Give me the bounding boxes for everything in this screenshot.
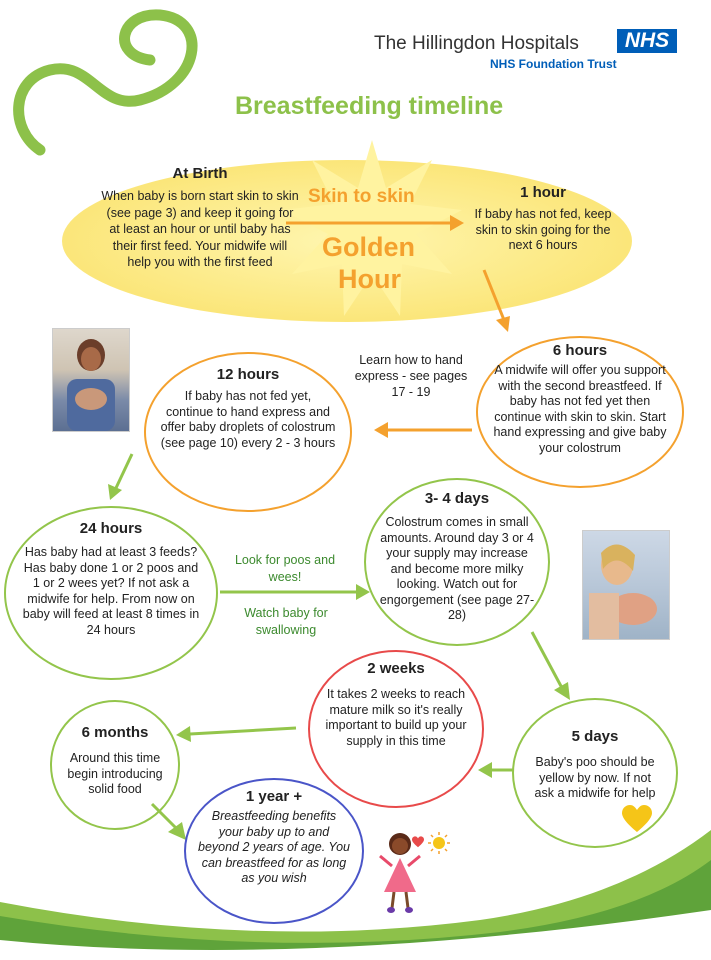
nhs-logo-text: NHS xyxy=(624,29,670,52)
twelve-hours-text: If baby has not fed yet, continue to hand express and offer baby droplets of colostrum (see page 10) every 2 - 3 hours xyxy=(160,389,336,450)
mother-baby-photo-2 xyxy=(582,530,670,640)
six-hours-text: A midwife will offer you support with the second breastfeed. If baby has not fed yet then continue with skin to skin. Start hand expressing and give baby your colostrum xyxy=(493,363,667,455)
one-year-text: Breastfeeding benefits your baby up to and beyond 2 years of age. You can breastfeed for as long as you wish xyxy=(198,809,350,885)
one-year-title: 1 year + xyxy=(245,788,303,805)
one-year-card xyxy=(184,778,364,924)
two-weeks-card xyxy=(308,650,484,808)
swirl-logo-icon xyxy=(0,0,240,160)
five-days-text: Baby's poo should be yellow by now. If not ask a midwife for help xyxy=(534,755,656,800)
five-days-title: 5 days xyxy=(571,728,619,745)
twentyfour-hours-text: Has baby had at least 3 feeds? Has baby done 1 or 2 poos and 1 or 2 wees yet? If not ask a midwife for help. From now on baby will feed at least 8 times in 24 hours xyxy=(22,545,200,637)
at-birth-card xyxy=(100,165,300,271)
at-birth-title: At Birth xyxy=(172,165,228,182)
twentyfour-hours-card xyxy=(4,506,218,680)
three-four-days-card xyxy=(364,478,550,646)
mother-baby-photo-1 xyxy=(52,328,130,432)
three-four-days-title: 3- 4 days xyxy=(424,490,490,507)
nhs-logo xyxy=(617,29,677,53)
one-hour-card xyxy=(468,184,618,254)
green-arrow-right xyxy=(220,582,372,602)
skin-to-skin-label: Skin to skin xyxy=(308,186,415,207)
one-hour-title: 1 hour xyxy=(520,184,566,201)
orange-arrow-down xyxy=(478,268,518,334)
six-months-text: Around this time begin introducing solid food xyxy=(67,751,163,796)
twentyfour-hours-title: 24 hours xyxy=(79,520,143,537)
two-weeks-title: 2 weeks xyxy=(367,660,425,677)
two-weeks-text: It takes 2 weeks to reach mature milk so it's really important to build up your supply in this time xyxy=(325,687,467,748)
at-birth-text: When baby is born start skin to skin (see page 3) and keep it going for at least an hour or until baby has their first feed. Your midwife will help you with the first feed xyxy=(101,189,299,269)
golden-label: Golden xyxy=(322,232,415,262)
green-arrow-down-right xyxy=(530,630,576,702)
org-name: The Hillingdon Hospitals xyxy=(374,33,579,54)
six-hours-card xyxy=(476,336,684,488)
six-months-title: 6 months xyxy=(81,724,149,741)
poos-note: Look for poos and wees! xyxy=(234,553,336,584)
trust-name: NHS Foundation Trust xyxy=(490,57,617,71)
hand-express-note: Learn how to hand express - see pages 17 - 19 xyxy=(354,353,468,399)
green-arrow-left-3 xyxy=(176,722,298,742)
three-four-days-text: Colostrum comes in small amounts. Around day 3 or 4 your supply may increase and become more milky looking. Watch out for engorgement (see page 27-28) xyxy=(379,515,535,622)
orange-arrow-left xyxy=(374,420,474,440)
green-arrow-down xyxy=(102,452,142,502)
six-hours-title: 6 hours xyxy=(552,342,608,359)
page-title: Breastfeeding timeline xyxy=(235,92,504,120)
twelve-hours-card xyxy=(144,352,352,512)
small-heart-icon xyxy=(412,836,424,848)
orange-arrow-right xyxy=(286,213,466,233)
swallow-note: Watch baby for swallowing xyxy=(244,606,328,637)
small-sun-icon xyxy=(428,832,450,854)
twelve-hours-title: 12 hours xyxy=(216,366,280,383)
one-hour-text: If baby has not fed, keep skin to skin going for the next 6 hours xyxy=(474,207,612,252)
hour-label: Hour xyxy=(338,264,401,294)
green-arrow-left-2 xyxy=(478,760,514,780)
